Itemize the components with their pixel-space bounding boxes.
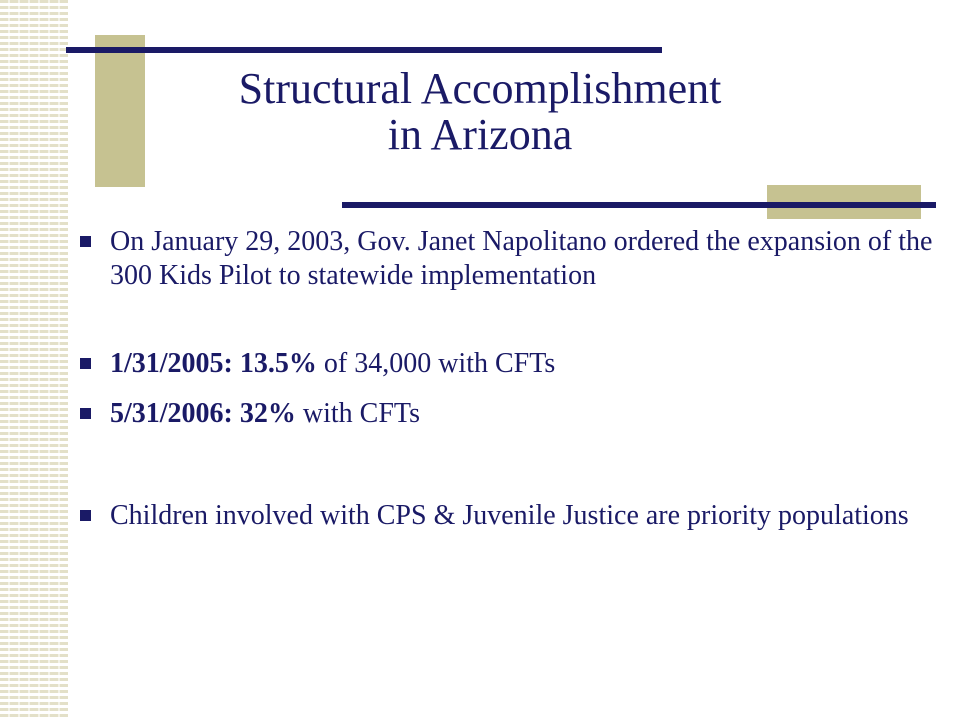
square-bullet-icon: [80, 236, 91, 247]
bullet-item-4: [80, 499, 950, 533]
bullet-2-rest: of 34,000 with CFTs: [316, 348, 556, 379]
bullet-3-rest: with CFTs: [295, 398, 420, 429]
decorative-rule-bottom: [342, 202, 936, 208]
slide-title-line-1: Structural Accomplishment: [238, 64, 722, 113]
square-bullet-icon: [80, 510, 91, 521]
decorative-stripe-band: [0, 0, 68, 720]
decorative-rule-top: [66, 47, 662, 53]
bullet-item-2: [80, 347, 950, 381]
bullet-item-3: [80, 397, 950, 431]
square-bullet-icon: [80, 408, 91, 419]
bullet-item-1: [80, 225, 950, 293]
decorative-accent-block-top: [95, 35, 145, 187]
bullet-text-1: On January 29, 2003, Gov. Janet Napolitano ordered the expansion of the 300 Kids Pilot to statewide implementation: [110, 226, 933, 291]
bullet-text-2: [110, 347, 950, 381]
bullet-2-highlight: 1/31/2005: 13.5%: [110, 348, 317, 379]
bullet-text-4: Children involved with CPS & Juvenile Justice are priority populations: [110, 500, 909, 531]
bullet-3-highlight: 5/31/2006: 32%: [110, 398, 296, 429]
bullet-text-3: [110, 397, 950, 431]
slide-title-line-2: in Arizona: [387, 110, 573, 159]
slide-title: [150, 66, 810, 158]
square-bullet-icon: [80, 358, 91, 369]
